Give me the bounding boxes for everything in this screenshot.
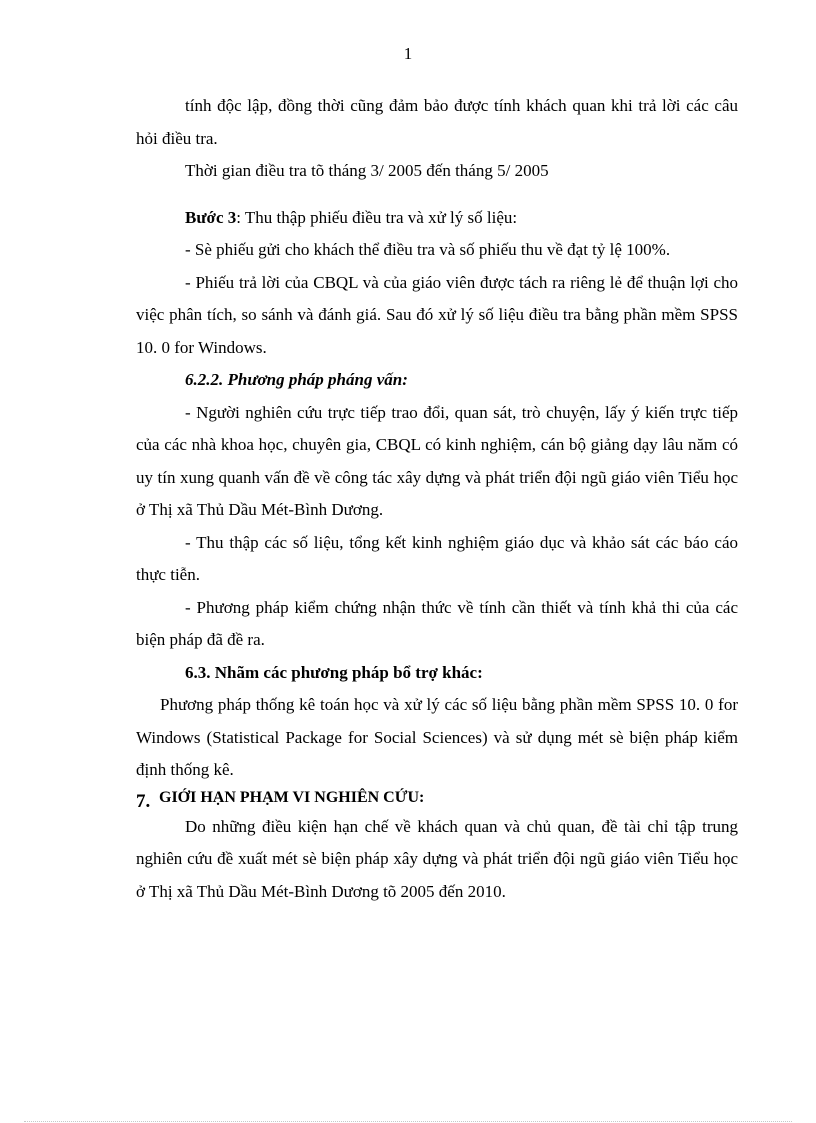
paragraph-data-collection: - Thu thập các số liệu, tổng kết kinh nghiệm giáo dục và khảo sát các báo cáo thực tiễn. [136, 532, 738, 584]
heading-7 [136, 785, 738, 811]
heading-7-number: 7. [136, 790, 151, 812]
step-3-label: Bước 3 [185, 207, 237, 227]
paragraph-survey-time: Thời gian điều tra tõ tháng 3/ 2005 đến tháng 5/ 2005 [185, 161, 549, 180]
paragraph-ballot-count: - Sè phiếu gửi cho khách thể điều tra và số phiếu thu về đạt tỷ lệ 100%. [185, 240, 671, 259]
step-3-heading [136, 202, 738, 235]
heading-7-title: GIỚI HẠN PHẠM VI NGHIÊN CỨU: [159, 788, 425, 806]
paragraph-verification-method: - Phương pháp kiểm chứng nhận thức về tính cần thiết và tính khả thi của các biện pháp đã đề ra. [136, 597, 738, 649]
heading-6-2-2: 6.2.2. Phương pháp pháng vấn: [185, 370, 408, 389]
paragraph-scope: Do những điều kiện hạn chế về khách quan và chủ quan, đề tài chỉ tập trung nghiên cứu đề xuất mét sè biện pháp xây dựng và phát triển đội ngũ giáo viên Tiểu học ở Thị xã Thủ Dầu Mét-Bình Dương tõ 2005 đến 2010. [136, 816, 738, 901]
step-3-text: : Thu thập phiếu điều tra và xử lý số liệu: [236, 207, 518, 227]
paragraph-independence: tính độc lập, đồng thời cũng đảm bảo được tính khách quan khi trả lời các câu hỏi điều tra. [136, 96, 738, 148]
paragraph-statistics: Phương pháp thống kê toán học và xử lý các số liệu bằng phần mềm SPSS 10. 0 for Windows (Statistical Package for Social Sciences) và sử dụng mét sè biện pháp kiểm định thống kê. [136, 695, 738, 779]
heading-6-3: 6.3. Nhãm các phương pháp bổ trợ khác: [185, 662, 483, 682]
document-body [136, 90, 738, 908]
paragraph-researcher-interview: - Người nghiên cứu trực tiếp trao đổi, quan sát, trò chuyện, lấy ý kiến trực tiếp của các nhà khoa học, chuyên gia, CBQL có kinh nghiệm, cán bộ giảng dạy lâu năm có uy tín xung quanh vấn đề về công tác xây dựng và phát triển đội ngũ giáo viên Tiểu học ở Thị xã Thủ Dầu Mét-Bình Dương. [136, 402, 738, 519]
paragraph-answer-sheets: - Phiếu trả lời của CBQL và của giáo viên được tách ra riêng lẻ để thuận lợi cho việc phân tích, so sánh và đánh giá. Sau đó xử lý số liệu điều tra bằng phần mềm SPSS 10. 0 for Windows. [136, 272, 738, 357]
page-number: 1 [403, 44, 413, 63]
page-bottom-divider [24, 1121, 792, 1122]
